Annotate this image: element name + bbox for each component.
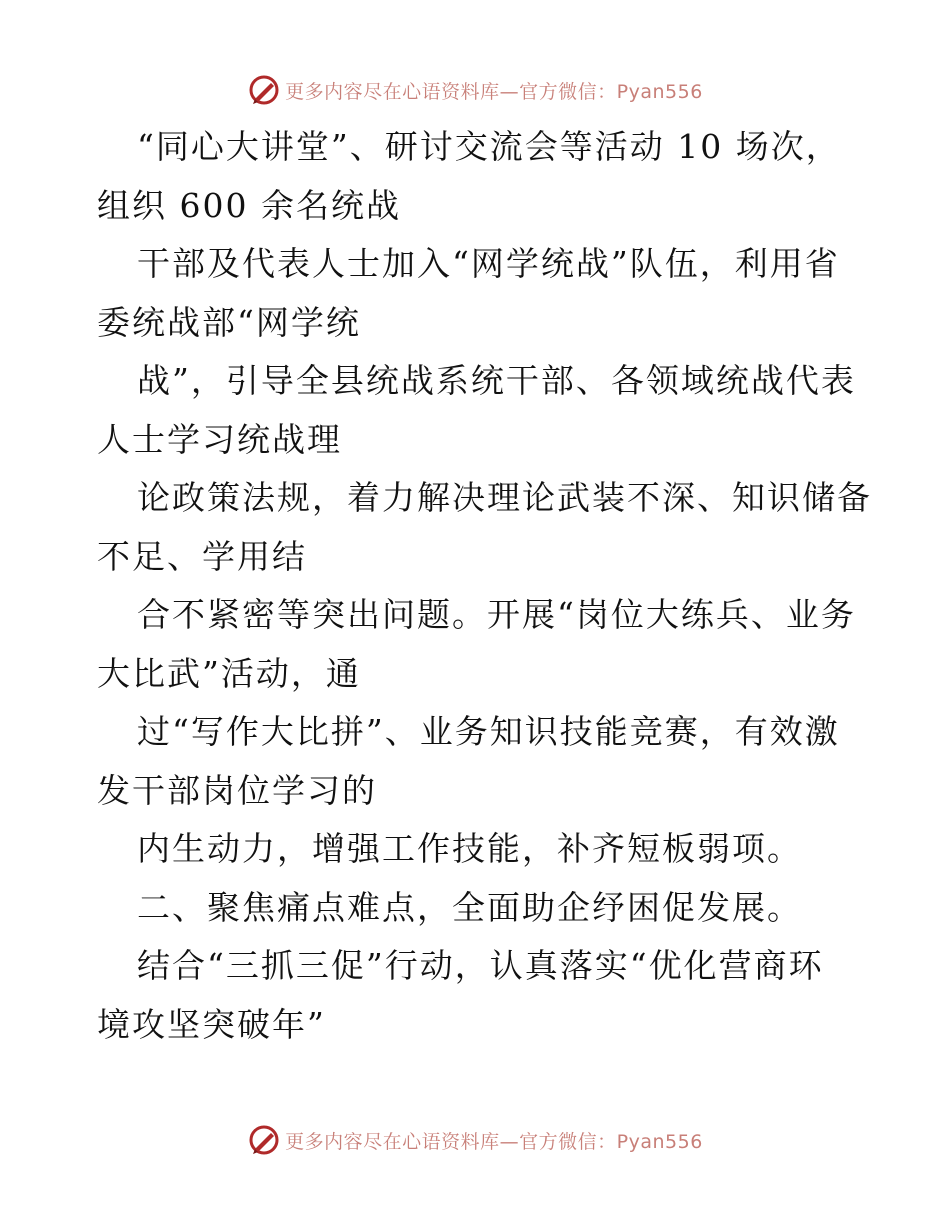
pen-logo-icon bbox=[247, 73, 281, 107]
text-line: 组织 600 余名统战 bbox=[97, 185, 401, 225]
text-line: 战”，引导全县统战系统干部、各领域统战代表 bbox=[137, 361, 856, 400]
watermark-text: 更多内容尽在心语资料库—官方微信：Pyan556 bbox=[285, 1130, 703, 1153]
text-line: 论政策法规，着力解决理论武装不深、知识储备 bbox=[137, 478, 872, 517]
header-watermark bbox=[0, 70, 950, 110]
text-line: “同心大讲堂”、研讨交流会等活动 10 场次， bbox=[137, 127, 841, 166]
text-line: 境攻坚突破年” bbox=[97, 1004, 326, 1044]
text-line: 过“写作大比拼”、业务知识技能竞赛，有效激 bbox=[137, 712, 840, 751]
text-line: 发干部岗位学习的 bbox=[97, 770, 377, 810]
text-line: 不足、学用结 bbox=[97, 536, 307, 576]
pen-logo-icon bbox=[247, 1123, 281, 1157]
text-line: 内生动力，增强工作技能，补齐短板弱项。 bbox=[137, 829, 802, 868]
document-body bbox=[97, 118, 872, 1054]
footer-watermark bbox=[0, 1120, 950, 1160]
text-line: 人士学习统战理 bbox=[97, 419, 342, 459]
text-line: 合不紧密等突出问题。开展“岗位大练兵、业务 bbox=[137, 595, 856, 634]
text-line: 干部及代表人士加入“网学统战”队伍，利用省 bbox=[137, 244, 840, 283]
watermark-text: 更多内容尽在心语资料库—官方微信：Pyan556 bbox=[285, 80, 703, 103]
text-line: 委统战部“网学统 bbox=[97, 302, 361, 342]
text-line: 结合“三抓三促”行动，认真落实“优化营商环 bbox=[137, 946, 824, 985]
text-line: 二、聚焦痛点难点，全面助企纾困促发展。 bbox=[137, 887, 802, 927]
text-line: 大比武”活动，通 bbox=[97, 653, 361, 693]
